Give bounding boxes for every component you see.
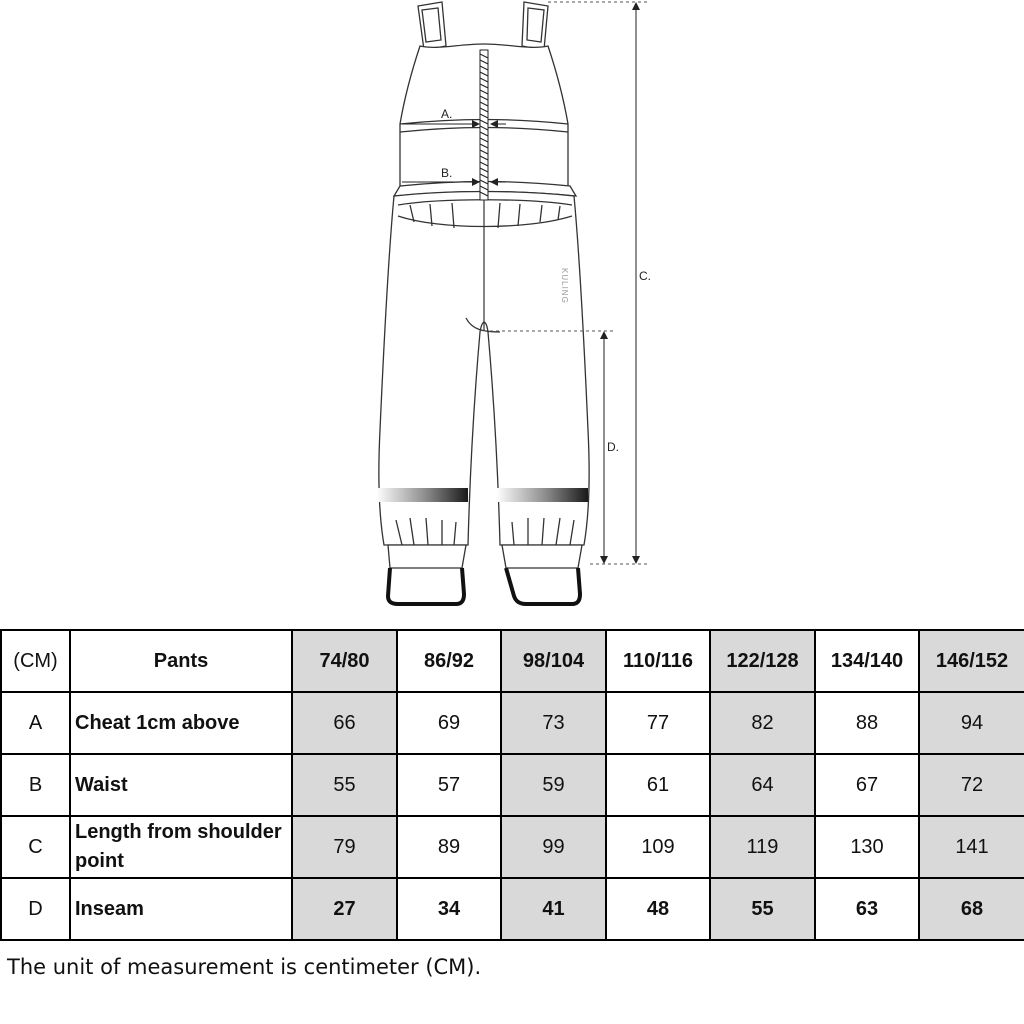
measure-name: Cheat 1cm above <box>70 692 292 754</box>
measure-value: 79 <box>292 816 397 878</box>
measure-value: 141 <box>919 816 1024 878</box>
measure-code: D <box>1 878 70 940</box>
measure-value: 77 <box>606 692 710 754</box>
label-d: D. <box>607 440 619 454</box>
size-header: 98/104 <box>501 630 606 692</box>
measure-value: 63 <box>815 878 919 940</box>
measure-value: 119 <box>710 816 815 878</box>
item-header: Pants <box>70 630 292 692</box>
table-row <box>1 754 1024 816</box>
size-header: 74/80 <box>292 630 397 692</box>
measure-value: 64 <box>710 754 815 816</box>
measure-code: C <box>1 816 70 878</box>
measure-value: 99 <box>501 816 606 878</box>
size-header: 134/140 <box>815 630 919 692</box>
label-b: B. <box>441 166 453 180</box>
measure-name: Inseam <box>70 878 292 940</box>
measure-value: 27 <box>292 878 397 940</box>
measure-value: 72 <box>919 754 1024 816</box>
measure-value: 130 <box>815 816 919 878</box>
table-row <box>1 816 1024 878</box>
label-c: C. <box>639 269 651 283</box>
brand-cuff-right-text: KULING <box>530 598 556 604</box>
measure-value: 59 <box>501 754 606 816</box>
reflective-band-left <box>376 488 468 502</box>
measure-value: 94 <box>919 692 1024 754</box>
measure-value: 55 <box>292 754 397 816</box>
brand-cuff-left-text: KULING <box>408 598 434 604</box>
size-chart-table <box>0 629 1024 941</box>
measure-value: 109 <box>606 816 710 878</box>
measure-value: 73 <box>501 692 606 754</box>
measure-value: 34 <box>397 878 501 940</box>
size-header: 146/152 <box>919 630 1024 692</box>
table-header-row <box>1 630 1024 692</box>
measure-value: 66 <box>292 692 397 754</box>
size-header: 122/128 <box>710 630 815 692</box>
measure-value: 68 <box>919 878 1024 940</box>
measure-value: 89 <box>397 816 501 878</box>
table-row <box>1 878 1024 940</box>
measure-value: 57 <box>397 754 501 816</box>
measure-value: 67 <box>815 754 919 816</box>
measure-value: 88 <box>815 692 919 754</box>
measure-value: 55 <box>710 878 815 940</box>
measure-name: Waist <box>70 754 292 816</box>
size-header: 86/92 <box>397 630 501 692</box>
measure-value: 82 <box>710 692 815 754</box>
measure-code: A <box>1 692 70 754</box>
unit-header: (CM) <box>1 630 70 692</box>
measure-code: B <box>1 754 70 816</box>
unit-footnote: The unit of measurement is centimeter (CM). <box>7 955 482 979</box>
size-header: 110/116 <box>606 630 710 692</box>
measure-value: 48 <box>606 878 710 940</box>
brand-leg-text: KULING <box>560 268 569 304</box>
measure-value: 69 <box>397 692 501 754</box>
table-row <box>1 692 1024 754</box>
label-a: A. <box>441 107 453 121</box>
measure-value: 41 <box>501 878 606 940</box>
measure-name: Length from shoulder point <box>70 816 292 878</box>
reflective-band-right <box>496 488 588 502</box>
measure-value: 61 <box>606 754 710 816</box>
